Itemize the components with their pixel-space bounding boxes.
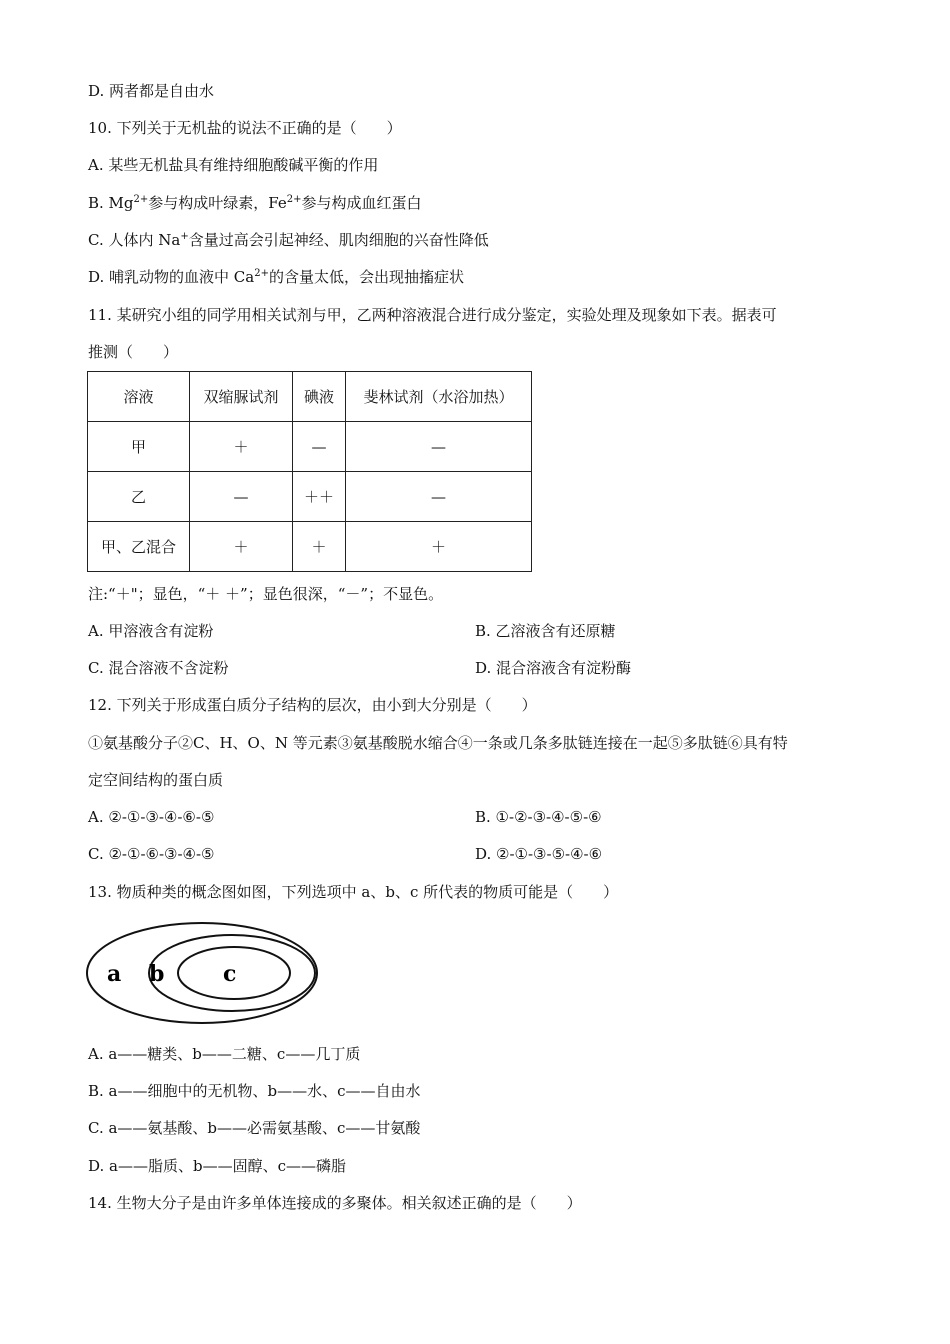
q10-option-c-sup: + — [180, 231, 189, 242]
table-cell: ＋ — [293, 522, 346, 572]
q10-option-d — [88, 267, 464, 287]
q11-stem-line2: 推测（ ） — [88, 343, 179, 361]
q10-option-d-pre: D. 哺乳动物的血液中 Ca — [88, 268, 255, 286]
table-row — [88, 522, 532, 572]
q11-option-d: D. 混合溶液含有淀粉酶 — [475, 659, 632, 677]
concept-diagram — [86, 921, 322, 1025]
q14-stem: 14. 生物大分子是由许多单体连接成的多聚体。相关叙述正确的是（ ） — [88, 1194, 582, 1212]
q10-stem: 10. 下列关于无机盐的说法不正确的是（ ） — [88, 119, 402, 137]
q9-option-d: D. 两者都是自由水 — [88, 82, 215, 100]
q11-option-a: A. 甲溶液含有淀粉 — [88, 622, 214, 640]
table-row — [88, 472, 532, 522]
q10-option-b-mid: 参与构成叶绿素，Fe — [148, 194, 287, 212]
q10-option-b — [88, 193, 422, 213]
table-cell: ＋＋ — [293, 472, 346, 522]
q10-option-b-sup2: 2+ — [286, 194, 302, 205]
table-header-cell: 双缩脲试剂 — [190, 372, 293, 422]
table-row — [88, 422, 532, 472]
table-cell: — — [346, 422, 532, 472]
table-cell: ＋ — [190, 422, 293, 472]
table-cell: — — [190, 472, 293, 522]
q12-option-d: D. ②-①-③-⑤-④-⑥ — [475, 845, 603, 863]
q10-option-c — [88, 230, 489, 250]
q13-option-a: A. a——糖类、b——二糖、c——几丁质 — [88, 1045, 361, 1063]
q11-option-c: C. 混合溶液不含淀粉 — [88, 659, 229, 677]
q10-option-b-pre: B. Mg — [88, 194, 134, 212]
q13-option-d: D. a——脂质、b——固醇、c——磷脂 — [88, 1157, 346, 1175]
q13-option-b: B. a——细胞中的无机物、b——水、c——自由水 — [88, 1082, 421, 1100]
q11-stem-line1: 11. 某研究小组的同学用相关试剂与甲，乙两种溶液混合进行成分鉴定，实验处理及现象如下表。据表可 — [88, 306, 777, 324]
table-header-row — [88, 372, 532, 422]
q13-option-c: C. a——氨基酸、b——必需氨基酸、c——甘氨酸 — [88, 1119, 421, 1137]
q11-table — [87, 371, 532, 572]
q11-note: 注:“＋"；显色，“＋ ＋”；显色很深，“－”；不显色。 — [88, 585, 444, 603]
q10-option-a: A. 某些无机盐具有维持细胞酸碱平衡的作用 — [88, 156, 379, 174]
table-header-cell: 斐林试剂（水浴加热） — [346, 372, 532, 422]
q10-option-c-post: 含量过高会引起神经、肌肉细胞的兴奋性降低 — [188, 231, 489, 249]
table-cell: 甲、乙混合 — [88, 522, 190, 572]
q10-option-d-post: 的含量太低，会出现抽搐症状 — [268, 268, 464, 286]
label-b: b — [149, 961, 165, 987]
q13-stem: 13. 物质种类的概念图如图，下列选项中 a、b、c 所代表的物质可能是（ ） — [88, 883, 619, 901]
label-a: a — [107, 961, 122, 987]
q10-option-d-sup: 2+ — [254, 268, 269, 279]
table-cell: 甲 — [88, 422, 190, 472]
q12-items-line2: 定空间结构的蛋白质 — [88, 771, 224, 789]
q12-stem: 12. 下列关于形成蛋白质分子结构的层次，由小到大分别是（ ） — [88, 696, 537, 714]
table-header-cell: 溶液 — [88, 372, 190, 422]
q11-option-b: B. 乙溶液含有还原糖 — [475, 622, 616, 640]
q12-items-line1: ①氨基酸分子②C、H、O、N 等元素③氨基酸脱水缩合④一条或几条多肽链连接在一起⑤多肽链⑥具有特 — [88, 734, 788, 752]
q10-option-b-sup1: 2+ — [133, 194, 149, 205]
table-cell: — — [293, 422, 346, 472]
q10-option-c-pre: C. 人体内 Na — [88, 231, 181, 249]
table-header-cell: 碘液 — [293, 372, 346, 422]
table-cell: ＋ — [346, 522, 532, 572]
q12-option-a: A. ②-①-③-④-⑥-⑤ — [88, 808, 215, 826]
q12-option-c: C. ②-①-⑥-③-④-⑤ — [88, 845, 215, 863]
table-cell: ＋ — [190, 522, 293, 572]
table-cell: 乙 — [88, 472, 190, 522]
q10-option-b-post: 参与构成血红蛋白 — [301, 194, 422, 212]
label-c: c — [223, 961, 237, 987]
q12-option-b: B. ①-②-③-④-⑤-⑥ — [475, 808, 602, 826]
table-cell: — — [346, 472, 532, 522]
